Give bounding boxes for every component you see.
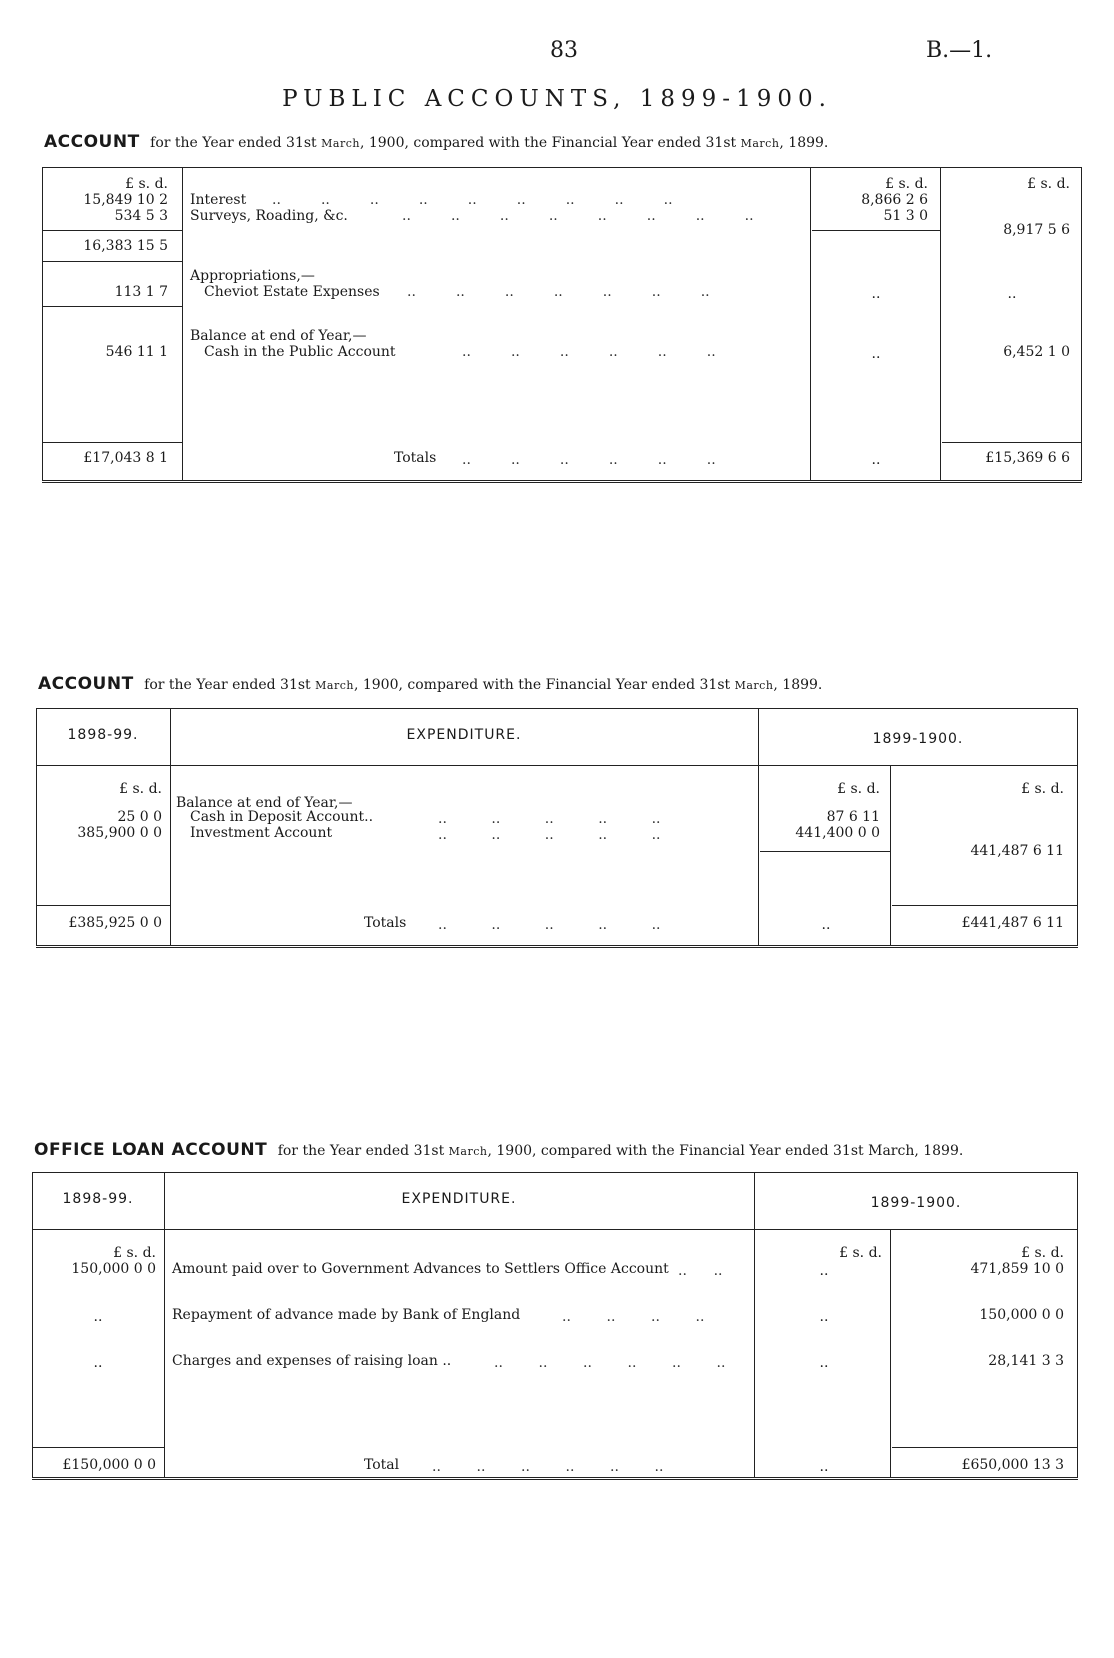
account2-totals-label: Totals (364, 915, 407, 931)
account3-row2-cur-placeholder: .. (819, 1309, 829, 1325)
account3-row1-cur-placeholder: .. (819, 1263, 829, 1279)
account2-caption-end: , 1899. (773, 677, 823, 693)
account1-cur-subtotal: 8,917 5 6 (1003, 222, 1070, 238)
account3-row1-label: Amount paid over to Government Advances to Settlers Office Account (172, 1261, 669, 1277)
account3-label: OFFICE LOAN ACCOUNT (34, 1140, 268, 1160)
account3-prev-lsd: £ s. d. (113, 1245, 156, 1261)
account2-cur-lsd: £ s. d. (837, 781, 880, 797)
account2-investment-label: Investment Account (190, 825, 333, 841)
account1-table: £ s. d. 15,849 10 2 534 5 3 16,383 15 5 113 1 7 546 11 1 £17,043 8 1 Interest Surveys, Roading, &c. .. .. .. .. .. .. .. .. .. .. .. .. .. .. .. .. .. Appropriations,— Cheviot Estate Expenses .. .. .. .. .. .. .. Balance at end of Year,— Cash in the Public Account .. .. .. .. .. .. Totals .. .. .. .. .. .. £ s. d. 8,866 2 6 51 3 0 .. .. .. £ s. d. 8,917 5 6 .. 6,452 1 0 £15,369 6 6 (42, 167, 1082, 483)
account3-caption-pre: for the Year ended 31st (277, 1143, 445, 1159)
account1-cur-surveys: 51 3 0 (883, 208, 928, 224)
account2-table: 1898-99. EXPENDITURE. 1899-1900. £ s. d. 25 0 0 385,900 0 0 £385,925 0 0 Balance at end of Year,— Cash in Deposit Account.. Investment Account .. .. .. .. .. .. .. .. .. .. Totals .. .. .. .. .. £ s. d. 87 6 11 441,400 0 0 .. £ s. d. 441,487 6 11 £441,487 6 11 (36, 708, 1078, 948)
account1-cur-appropriations-placeholder: .. (1007, 286, 1017, 302)
account1-cur-lsd: £ s. d. (885, 176, 928, 192)
account3-cur-lsd: £ s. d. (839, 1245, 882, 1261)
account1-prev-subtotal: 16,383 15 5 (83, 238, 168, 254)
account1-prev-cash: 546 11 1 (105, 344, 168, 360)
account1-caption-mid: , 1900, compared with the Financial Year ended 31st (359, 135, 737, 151)
account2-month2: March (734, 679, 774, 692)
account3-table: 1898-99. EXPENDITURE. 1899-1900. £ s. d. 150,000 0 0 .. .. £150,000 0 0 Amount paid over to Government Advances to Settlers Office Account .. .. Repayment of advance made by Bank of England .. .. .. .. Charges and expenses of raising loan .. .. .. .. .. .. .. Total .. .. .. .. .. .. £ s. d. .. .. .. .. £ s. d. 471,859 10 0 150,000 0 0 28,141 3 3 £650,000 13 3 (32, 1172, 1078, 1480)
account1-caption-end: , 1899. (779, 135, 829, 151)
account3-prev-total: £150,000 0 0 (62, 1457, 156, 1473)
account1-cur-total: £15,369 6 6 (985, 450, 1070, 466)
account2-cur-investment: 441,400 0 0 (795, 825, 880, 841)
account2-heading (38, 674, 822, 694)
account3-row1-prev: 150,000 0 0 (71, 1261, 156, 1277)
account3-row2-prev-placeholder: .. (93, 1309, 103, 1325)
account1-appropriations-label: Appropriations,— (190, 268, 315, 284)
account2-col-desc: EXPENDITURE. (406, 727, 522, 743)
account3-row3-label: Charges and expenses of raising loan .. (172, 1353, 452, 1369)
account3-col-cur: 1899-1900. (870, 1195, 962, 1211)
account3-col-desc: EXPENDITURE. (401, 1191, 517, 1207)
account1-cheviot-label: Cheviot Estate Expenses (204, 284, 380, 300)
account3-total-label: Total (364, 1457, 400, 1473)
account3-caption-end: , 1900, compared with the Financial Year ended 31st March, 1899. (487, 1143, 964, 1159)
page-reference: B.—1. (926, 38, 993, 63)
account3-row2-label: Repayment of advance made by Bank of England (172, 1307, 521, 1323)
page-title: PUBLIC ACCOUNTS, 1899-1900. (282, 86, 832, 112)
account2-col-prev: 1898-99. (67, 727, 139, 743)
account3-heading (34, 1140, 963, 1160)
account3-row2-cur: 150,000 0 0 (979, 1307, 1064, 1323)
account1-cur-interest: 8,866 2 6 (861, 192, 928, 208)
account1-cur-total-placeholder: .. (871, 452, 881, 468)
account1-month2: March (740, 137, 780, 150)
account2-prev-deposit: 25 0 0 (117, 809, 162, 825)
account3-row3-cur: 28,141 3 3 (988, 1353, 1064, 1369)
account2-prev-lsd: £ s. d. (119, 781, 162, 797)
account1-cash-public-label: Cash in the Public Account (204, 344, 396, 360)
account1-caption-pre: for the Year ended 31st (150, 135, 317, 151)
account3-row3-cur-placeholder: .. (819, 1355, 829, 1371)
account1-prev-interest: 15,849 10 2 (83, 192, 168, 208)
account1-cur-cash: 6,452 1 0 (1003, 344, 1070, 360)
account1-interest-label: Interest (190, 192, 247, 208)
account2-prev-investment: 385,900 0 0 (77, 825, 162, 841)
account2-col-cur: 1899-1900. (872, 731, 964, 747)
account1-prev-cheviot: 113 1 7 (114, 284, 168, 300)
account2-caption-pre: for the Year ended 31st (144, 677, 311, 693)
account3-cur-total: £650,000 13 3 (961, 1457, 1064, 1473)
account1-cur-cash-placeholder: .. (871, 346, 881, 362)
account2-total-lsd: £ s. d. (1021, 781, 1064, 797)
page-number: 83 (550, 38, 578, 63)
account1-prev-lsd: £ s. d. (125, 176, 168, 192)
account2-caption-mid: , 1900, compared with the Financial Year ended 31st (353, 677, 731, 693)
account3-col-prev: 1898-99. (62, 1191, 134, 1207)
account1-label: ACCOUNT (44, 132, 140, 152)
account1-prev-surveys: 534 5 3 (114, 208, 168, 224)
account1-totals-label: Totals (394, 450, 437, 466)
account1-surveys-label: Surveys, Roading, &c. (190, 208, 348, 224)
account2-deposit-label: Cash in Deposit Account.. (190, 809, 374, 825)
account2-label: ACCOUNT (38, 674, 134, 694)
account2-balance-label: Balance at end of Year,— (176, 795, 353, 811)
account1-prev-total: £17,043 8 1 (83, 450, 168, 466)
account2-cur-total: £441,487 6 11 (961, 915, 1064, 931)
account1-cur-cheviot-placeholder: .. (871, 286, 881, 302)
account3-total-lsd: £ s. d. (1021, 1245, 1064, 1261)
account3-month1: March (448, 1145, 488, 1158)
account1-month1: March (321, 137, 360, 150)
account3-row1-cur: 471,859 10 0 (970, 1261, 1064, 1277)
account2-cur-subtotal: 441,487 6 11 (970, 843, 1064, 859)
account1-heading (44, 132, 828, 152)
account1-total-lsd: £ s. d. (1027, 176, 1070, 192)
account3-total-cur-placeholder: .. (819, 1459, 829, 1475)
account2-cur-total-placeholder: .. (821, 917, 831, 933)
account3-row3-prev-placeholder: .. (93, 1355, 103, 1371)
account2-month1: March (315, 679, 354, 692)
account1-balance-label: Balance at end of Year,— (190, 328, 367, 344)
account2-cur-deposit: 87 6 11 (826, 809, 880, 825)
account2-prev-total: £385,925 0 0 (68, 915, 162, 931)
